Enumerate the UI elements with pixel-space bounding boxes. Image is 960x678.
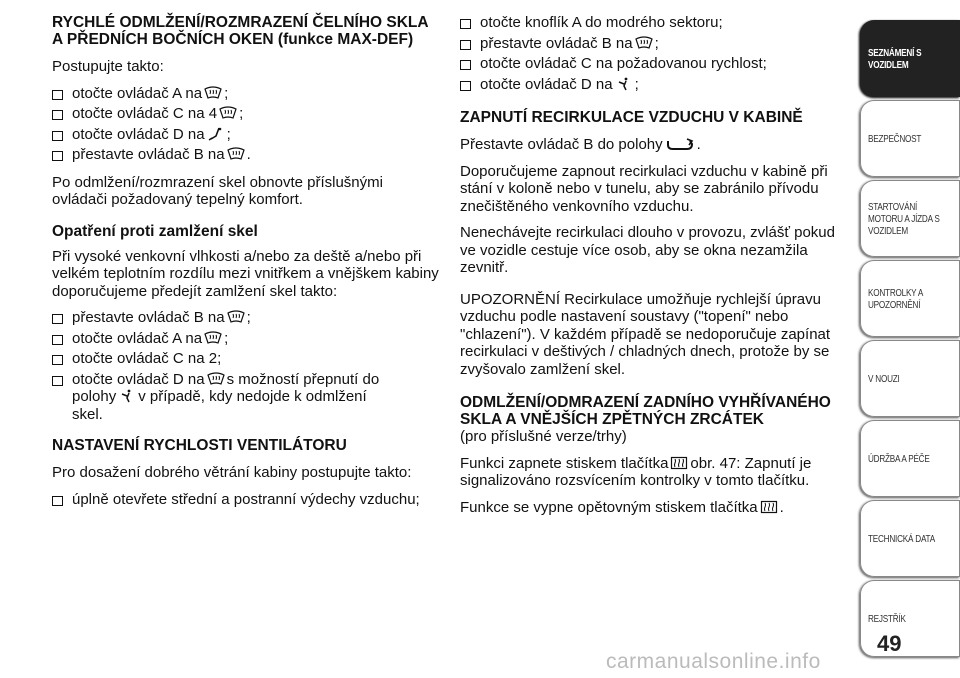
paragraph: Po odmlžení/rozmrazení skel obnovte příslušnými ovládači požadovaný tepelný komfort.	[52, 173, 383, 208]
list-item: otočte ovládač D na ;	[52, 126, 440, 144]
section-tabs	[860, 20, 960, 660]
windshield-defrost-icon	[204, 86, 222, 100]
tab-udrzba[interactable]: ÚDRŽBA A PÉČE	[860, 420, 960, 497]
paragraph: Nenechávejte recirkulaci dlouho v provozu, zvlášť pokud ve vozidle cestuje více osob, aby se okna nezamžila zevnitř.	[460, 224, 835, 276]
face-vent-icon	[615, 77, 633, 91]
list-item: otočte ovládač C na 2;	[52, 350, 440, 368]
step-list	[52, 491, 440, 509]
list-item: otočte ovládač A na ;	[52, 85, 440, 103]
page-number: 49	[877, 631, 902, 656]
right-column	[460, 14, 852, 525]
left-column	[52, 14, 440, 518]
paragraph: Funkce se vypne opětovným stiskem tlačítka .	[460, 498, 784, 516]
rear-defrost-icon	[760, 500, 778, 514]
paragraph: Přestavte ovládač B do polohy .	[460, 136, 701, 153]
list-item: přestavte ovládač B na ;	[460, 35, 852, 53]
list-item: přestavte ovládač B na ;	[52, 309, 440, 327]
list-item: úplně otevřete střední a postranní výdechy vzduchu;	[52, 491, 440, 509]
tab-rejstrik[interactable]: REJSTŘÍK	[860, 580, 960, 657]
paragraph: Pro dosažení dobrého větrání kabiny postupujte takto:	[52, 464, 412, 481]
warning-paragraph: UPOZORNĚNÍ Recirkulace umožňuje rychlejší úpravu vzduchu podle nastavení soustavy ("topení" nebo "chlazení"). V každém případě se nedoporučuje zapínat recirkulaci v deštivých / chladných dnech, protože by se zvyšovalo zamlžení skel.	[460, 290, 831, 378]
windshield-defrost-icon	[204, 331, 222, 345]
watermark: carmanualsonline.info	[606, 650, 821, 673]
tab-startovani[interactable]: STARTOVÁNÍ MOTORU A JÍZDA S VOZIDLEM	[860, 180, 960, 257]
list-item: přestavte ovládač B na .	[52, 146, 440, 164]
list-item: otočte knoflík A do modrého sektoru;	[460, 14, 852, 32]
tab-technicka-data[interactable]: TECHNICKÁ DATA	[860, 500, 960, 577]
list-item: otočte ovládač D na s možností přepnutí do polohy v případě, kdy nedojde k odmlžení skel.	[52, 371, 440, 424]
tab-v-nouzi[interactable]: V NOUZI	[860, 340, 960, 417]
section-heading-antifog: Opatření proti zamlžení skel	[52, 222, 258, 240]
section-heading-recirculation: ZAPNUTÍ RECIRKULACE VZDUCHU V KABINĚ	[460, 109, 803, 126]
paragraph: (pro příslušné verze/trhy)	[460, 428, 627, 445]
section-heading-rear-defrost: ODMLŽENÍ/ODMRAZENÍ ZADNÍHO VYHŘÍVANÉHO SKLA A VNĚJŠÍCH ZPĚTNÝCH ZRCÁTEK	[460, 394, 831, 428]
rear-defrost-icon	[670, 456, 688, 470]
step-list	[52, 309, 440, 423]
list-item: otočte ovládač C na požadovanou rychlost;	[460, 55, 852, 73]
windshield-defrost-icon	[227, 310, 245, 324]
windshield-defrost-icon	[219, 106, 237, 120]
list-item: otočte ovládač D na ;	[460, 76, 852, 94]
list-item: otočte ovládač A na ;	[52, 330, 440, 348]
windshield-defrost-icon	[635, 36, 653, 50]
step-list	[460, 14, 852, 93]
tab-seznameni[interactable]: SEZNÁMENÍ S VOZIDLEM	[860, 20, 960, 97]
list-item: otočte ovládač C na 4 ;	[52, 105, 440, 123]
step-list	[52, 85, 440, 164]
windshield-defrost-icon	[227, 147, 245, 161]
tab-kontrolky[interactable]: KONTROLKY A UPOZORNĚNÍ	[860, 260, 960, 337]
tab-bezpecnost[interactable]: BEZPEČNOST	[860, 100, 960, 177]
recirculation-icon	[665, 137, 695, 151]
feet-vent-icon	[207, 127, 225, 141]
section-heading-fan-speed: NASTAVENÍ RYCHLOSTI VENTILÁTORU	[52, 437, 347, 454]
paragraph: Funkci zapnete stiskem tlačítka obr. 47: Zapnutí je signalizováno rozsvícením kontrolky v tomto tlačítku.	[460, 454, 812, 489]
paragraph: Doporučujeme zapnout recirkulaci vzduchu v kabině při stání v koloně nebo v tunelu, aby se zabránilo přívodu znečištěného venkovního vzduchu.	[460, 162, 828, 215]
section-heading-max-def: RYCHLÉ ODMLŽENÍ/ROZMRAZENÍ ČELNÍHO SKLA A PŘEDNÍCH BOČNÍCH OKEN (funkce MAX-DEF)	[52, 14, 429, 48]
windshield-defrost-icon	[207, 372, 225, 386]
paragraph: Při vysoké venkovní vlhkosti a/nebo za deště a/nebo při velkém teplotním rozdílu mezi vnitřkem a vnějškem kabiny doporučujeme předejít zamlžení skel takto:	[52, 247, 439, 300]
paragraph: Postupujte takto:	[52, 58, 164, 75]
face-vent-icon	[118, 389, 136, 403]
